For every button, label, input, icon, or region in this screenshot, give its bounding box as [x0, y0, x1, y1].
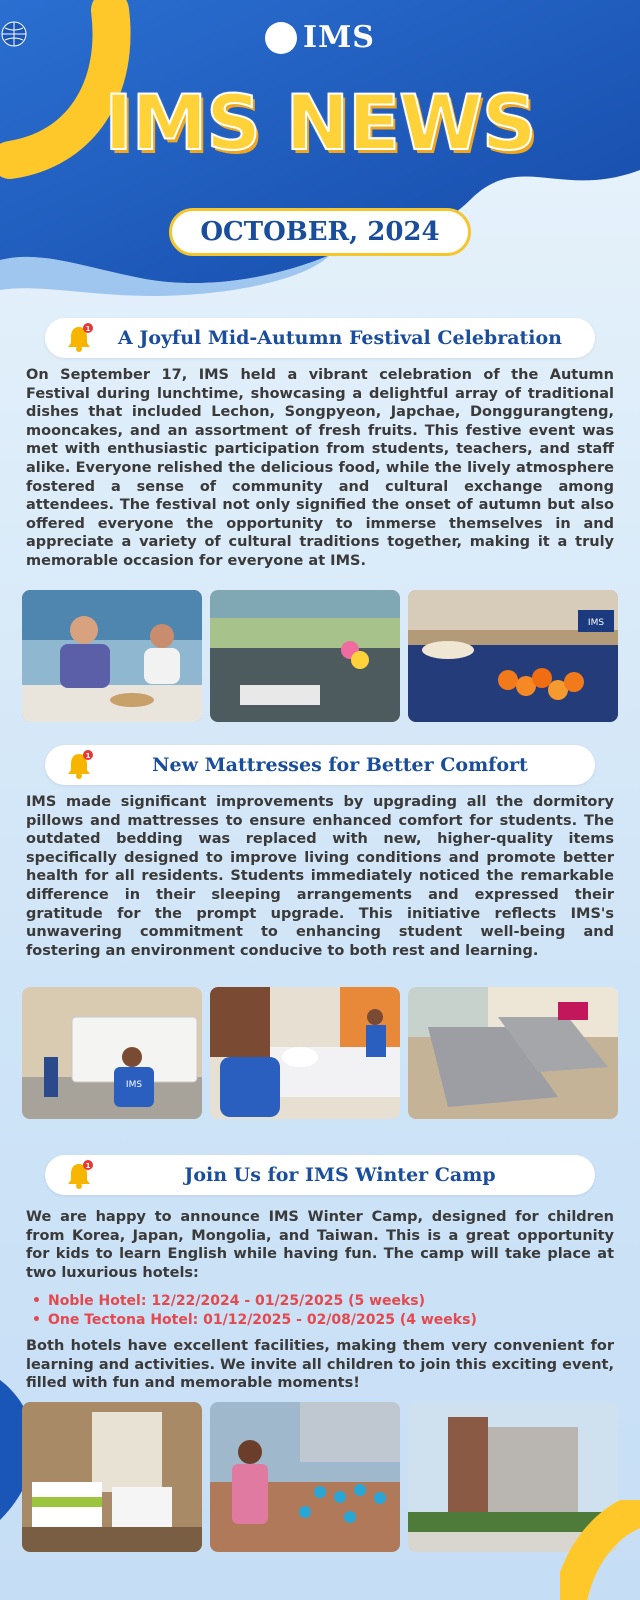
header-banner [0, 0, 640, 300]
photo-dorm-beds [408, 987, 618, 1119]
section-body-text: On September 17, IMS held a vibrant celebration of the Autumn Festival during lunchtime, showcasing a delightful array of traditional dishes that included Lechon, Songpyeon, Japchae, Donggurangteng, mooncakes, and an assortment of fresh fruits. This festive event was met with enthusiastic participation from students, teachers, and staff alike. Everyone relished the delicious food, while the lively atmosphere fostered a sense of community and cultural exchange among attendees. The festival not only signified the onset of autumn but also offered everyone the opportunity to immerse themselves in and appreciate a variety of cultural traditions together, making it a truly memorable occasion for everyone at IMS. [26, 367, 614, 569]
section-heading-mattresses [45, 745, 595, 785]
section-intro-text: We are happy to announce IMS Winter Camp, designed for children from Korea, Japan, Mongolia, and Taiwan. This is a great opportunity for kids to learn English while having fun. The camp will take place at two luxurious hotels: [26, 1209, 614, 1281]
list-item: • Noble Hotel: 12/22/2024 - 01/25/2025 (5 weeks) [32, 1292, 612, 1311]
yellow-swirl-decoration [560, 1500, 640, 1600]
svg-text:1: 1 [85, 1162, 91, 1170]
issue-date-badge: OCTOBER, 2024 [169, 208, 471, 256]
bell-notification-icon [63, 749, 95, 781]
section-title: Join Us for IMS Winter Camp [184, 1164, 496, 1186]
hotel-schedule-list [32, 1292, 612, 1330]
section-outro-text: Both hotels have excellent facilities, making them very convenient for learning and activities. We invite all children to join this exciting event, filled with fun and memorable moments! [26, 1338, 614, 1392]
svg-text:1: 1 [85, 752, 91, 760]
section-title: New Mattresses for Better Comfort [152, 754, 528, 776]
svg-text:1: 1 [85, 325, 91, 333]
photo-festival-hall [210, 590, 400, 722]
bell-notification-icon [63, 1159, 95, 1191]
list-item: • One Tectona Hotel: 01/12/2025 - 02/08/2025 (4 weeks) [32, 1311, 612, 1330]
photo-hotel-room [22, 1402, 202, 1552]
section-title: A Joyful Mid-Autumn Festival Celebration [118, 327, 562, 349]
section-heading-winter-camp [45, 1155, 595, 1195]
shirt-text: IMS [125, 1080, 143, 1090]
photo-bed-making [210, 987, 400, 1119]
photo-festival-buffet [408, 590, 618, 722]
globe-icon [265, 22, 297, 54]
bell-notification-icon [63, 322, 95, 354]
ims-logo [0, 20, 640, 55]
newsletter-title: IMS NEWS [104, 78, 536, 167]
section-heading-mid-autumn [45, 318, 595, 358]
photo-festival-diners [22, 590, 202, 722]
section-body-text: IMS made significant improvements by upgrading all the dormitory pillows and mattresses to ensure enhanced comfort for students. The outdated bedding was replaced with new, higher-quality items specifically designed to improve living conditions and promote better health for all residents. Students immediately noticed the remarkable difference in their sleeping arrangements and expressed their gratitude for the prompt upgrade. This initiative reflects IMS's unwavering commitment to enhancing student well-being and fostering an environment conducive to both rest and learning. [26, 794, 614, 959]
photo-mattress-delivery [22, 987, 202, 1119]
photo-camp-kids [210, 1402, 400, 1552]
ims-sign-text: IMS [587, 618, 605, 628]
logo-text: IMS [303, 20, 375, 55]
